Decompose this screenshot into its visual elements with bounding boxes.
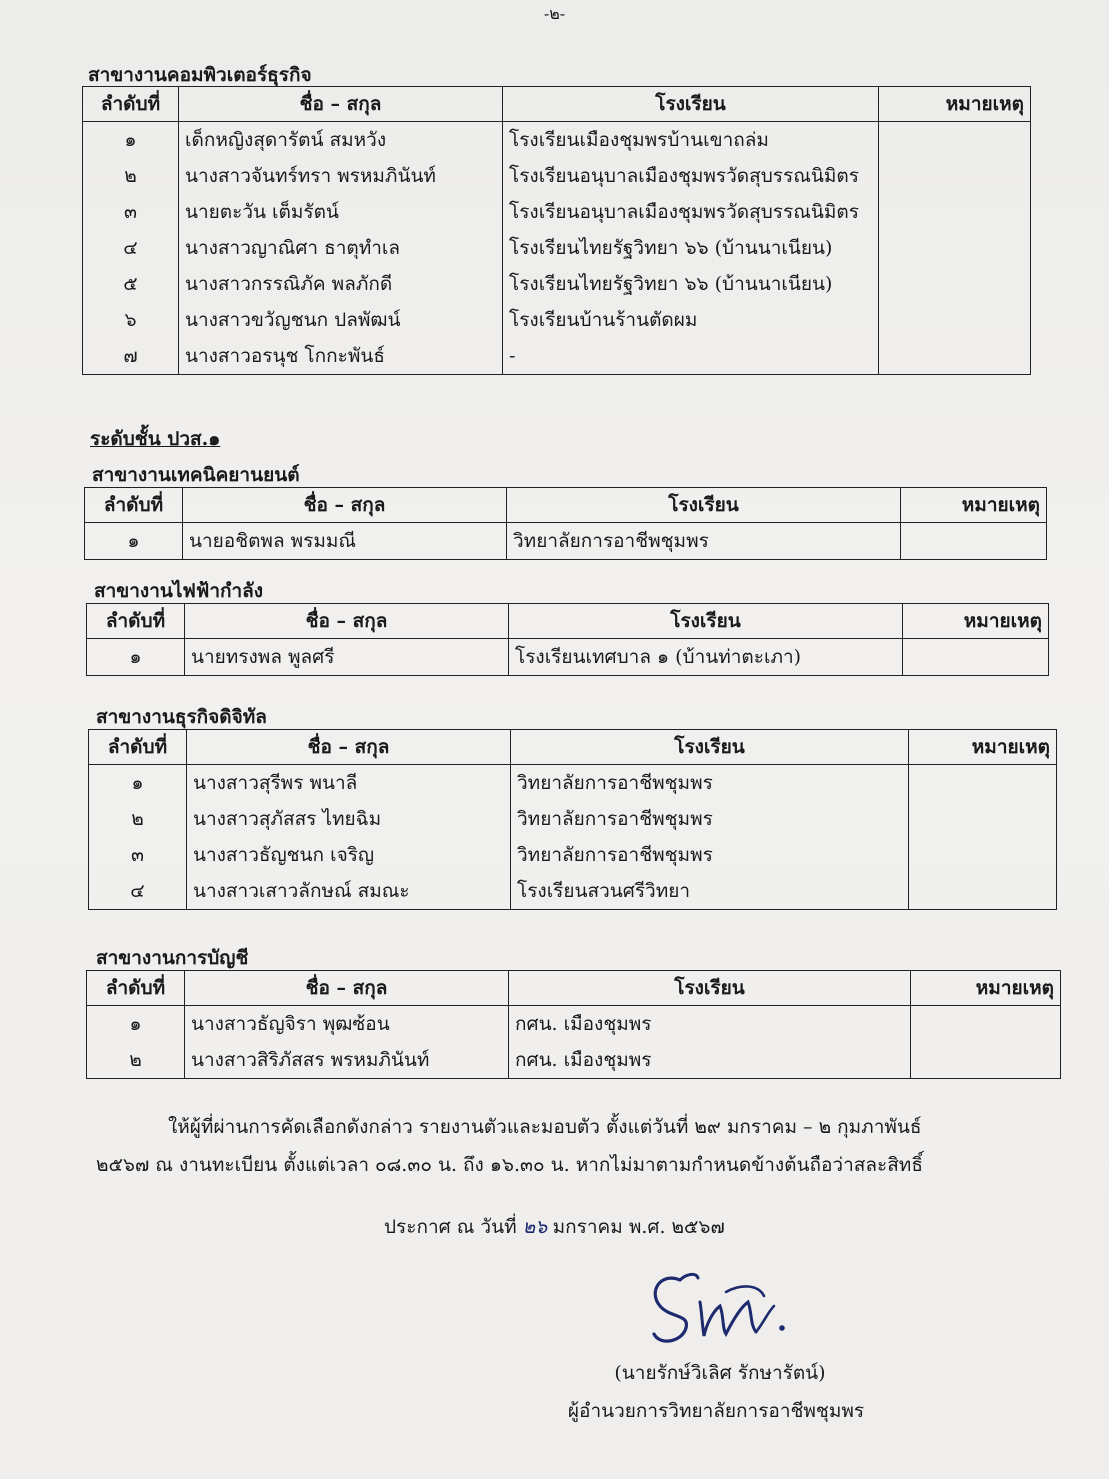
row-no: ๒ xyxy=(83,158,179,194)
column-header-remark: หมายเหตุ xyxy=(911,971,1061,1006)
table-row xyxy=(83,338,1031,375)
table-row xyxy=(83,122,1031,159)
row-name: นางสาวธัญชนก เจริญ xyxy=(187,837,511,873)
page-number: -๒- xyxy=(543,4,566,23)
row-name: นางสาวอรนุช โกกะพันธ์ xyxy=(179,338,503,375)
table-accounting xyxy=(86,970,1061,1079)
row-name: นางสาวธัญจิรา พุฒซ้อน xyxy=(185,1006,509,1043)
row-no: ๔ xyxy=(83,230,179,266)
signatory-name: (นายรักษ์วิเลิศ รักษารัตน์) xyxy=(614,1362,826,1384)
row-remark xyxy=(909,837,1057,873)
row-remark xyxy=(879,122,1031,159)
row-no: ๔ xyxy=(89,873,187,910)
table-row xyxy=(87,1042,1061,1079)
table-header-row xyxy=(87,971,1061,1006)
notice-paragraph xyxy=(96,1108,1036,1184)
row-name: นางสาวกรรณิภัค พลภักดี xyxy=(179,266,503,302)
row-school: โรงเรียนไทยรัฐวิทยา ๖๖ (บ้านนาเนียน) xyxy=(503,266,879,302)
row-name: นายทรงพล พูลศรี xyxy=(185,639,509,676)
signature-image xyxy=(640,1262,800,1352)
row-school: โรงเรียนบ้านร้านตัดผม xyxy=(503,302,879,338)
row-no: ๑ xyxy=(87,639,185,676)
row-name: นางสาวขวัญชนก ปลพัฒน์ xyxy=(179,302,503,338)
section-title-automotive: สาขางานเทคนิคยานยนต์ xyxy=(92,464,300,486)
section-title-accounting: สาขางานการบัญชี xyxy=(96,947,249,969)
row-name: นางสาวจันทร์ทรา พรหมภินันท์ xyxy=(179,158,503,194)
row-school: วิทยาลัยการอาชีพชุมพร xyxy=(511,837,909,873)
row-name: นางสาวสิริภัสสร พรหมภินันท์ xyxy=(185,1042,509,1079)
announcement-prefix: ประกาศ ณ วันที่ xyxy=(384,1216,517,1238)
row-school: กศน. เมืองชุมพร xyxy=(509,1042,911,1079)
row-name: เด็กหญิงสุดารัตน์ สมหวัง xyxy=(179,122,503,159)
section-title-electrical-power: สาขางานไฟฟ้ากำลัง xyxy=(94,580,264,602)
row-school: วิทยาลัยการอาชีพชุมพร xyxy=(511,801,909,837)
table-row xyxy=(83,230,1031,266)
column-header-name: ชื่อ – สกุล xyxy=(185,971,509,1006)
table-digital-business xyxy=(88,729,1057,910)
column-header-remark: หมายเหตุ xyxy=(903,604,1049,639)
row-name: นายตะวัน เต็มรัตน์ xyxy=(179,194,503,230)
table-business-computer xyxy=(82,86,1031,375)
row-remark xyxy=(911,1042,1061,1079)
section-title-digital-business: สาขางานธุรกิจดิจิทัล xyxy=(96,706,267,728)
row-no: ๗ xyxy=(83,338,179,375)
column-header-no: ลำดับที่ xyxy=(87,971,185,1006)
column-header-remark: หมายเหตุ xyxy=(909,730,1057,765)
column-header-no: ลำดับที่ xyxy=(87,604,185,639)
row-no: ๓ xyxy=(83,194,179,230)
row-name: นายอชิตพล พรมมณี xyxy=(183,523,507,560)
table-row xyxy=(89,801,1057,837)
table-row xyxy=(83,302,1031,338)
table-row xyxy=(83,194,1031,230)
table-header-row xyxy=(87,604,1049,639)
row-no: ๑ xyxy=(85,523,183,560)
table-electrical-power xyxy=(86,603,1049,676)
row-school: โรงเรียนอนุบาลเมืองชุมพรวัดสุบรรณนิมิตร xyxy=(503,158,879,194)
announcement-day: ๒๖ xyxy=(522,1216,548,1238)
table-row xyxy=(89,765,1057,802)
column-header-school: โรงเรียน xyxy=(511,730,909,765)
column-header-remark: หมายเหตุ xyxy=(901,488,1047,523)
column-header-name: ชื่อ – สกุล xyxy=(187,730,511,765)
row-school: วิทยาลัยการอาชีพชุมพร xyxy=(507,523,901,560)
row-name: นางสาวญาณิศา ธาตุทำเล xyxy=(179,230,503,266)
column-header-no: ลำดับที่ xyxy=(89,730,187,765)
row-school: โรงเรียนอนุบาลเมืองชุมพรวัดสุบรรณนิมิตร xyxy=(503,194,879,230)
table-row xyxy=(87,1006,1061,1043)
row-no: ๓ xyxy=(89,837,187,873)
column-header-school: โรงเรียน xyxy=(503,87,879,122)
row-no: ๒ xyxy=(89,801,187,837)
section-title-business-computer: สาขางานคอมพิวเตอร์ธุรกิจ xyxy=(88,64,312,86)
announcement-suffix: มกราคม พ.ศ. ๒๕๖๗ xyxy=(552,1216,725,1238)
row-remark xyxy=(909,873,1057,910)
row-no: ๑ xyxy=(87,1006,185,1043)
row-school: โรงเรียนเทศบาล ๑ (บ้านท่าตะเภา) xyxy=(509,639,903,676)
row-school: โรงเรียนเมืองชุมพรบ้านเขาถล่ม xyxy=(503,122,879,159)
row-remark xyxy=(903,639,1049,676)
row-no: ๕ xyxy=(83,266,179,302)
table-row xyxy=(83,158,1031,194)
column-header-school: โรงเรียน xyxy=(507,488,901,523)
row-remark xyxy=(879,266,1031,302)
row-remark xyxy=(901,523,1047,560)
row-school: - xyxy=(503,338,879,375)
table-row xyxy=(89,837,1057,873)
row-no: ๖ xyxy=(83,302,179,338)
row-remark xyxy=(911,1006,1061,1043)
column-header-no: ลำดับที่ xyxy=(85,488,183,523)
row-remark xyxy=(879,230,1031,266)
column-header-name: ชื่อ – สกุล xyxy=(185,604,509,639)
row-remark xyxy=(879,302,1031,338)
column-header-school: โรงเรียน xyxy=(509,971,911,1006)
column-header-name: ชื่อ – สกุล xyxy=(179,87,503,122)
table-header-row xyxy=(83,87,1031,122)
table-automotive xyxy=(84,487,1047,560)
notice-line-2: ๒๕๖๗ ณ งานทะเบียน ตั้งแต่เวลา ๐๘.๓๐ น. ถึง ๑๖.๓๐ น. หากไม่มาตามกำหนดข้างต้นถือว่าสละสิทธิ์ xyxy=(96,1154,923,1176)
table-header-row xyxy=(85,488,1047,523)
row-no: ๒ xyxy=(87,1042,185,1079)
row-school: วิทยาลัยการอาชีพชุมพร xyxy=(511,765,909,802)
row-school: กศน. เมืองชุมพร xyxy=(509,1006,911,1043)
column-header-remark: หมายเหตุ xyxy=(879,87,1031,122)
table-header-row xyxy=(89,730,1057,765)
table-row xyxy=(85,523,1047,560)
table-row xyxy=(83,266,1031,302)
row-name: นางสาวเสาวลักษณ์ สมณะ xyxy=(187,873,511,910)
table-row xyxy=(89,873,1057,910)
row-school: โรงเรียนไทยรัฐวิทยา ๖๖ (บ้านนาเนียน) xyxy=(503,230,879,266)
column-header-name: ชื่อ – สกุล xyxy=(183,488,507,523)
level-header: ระดับชั้น ปวส.๑ xyxy=(90,428,221,450)
notice-line-1: ให้ผู้ที่ผ่านการคัดเลือกดังกล่าว รายงานตัวและมอบตัว ตั้งแต่วันที่ ๒๙ มกราคม – ๒ กุมภาพันธ์ xyxy=(168,1116,922,1138)
row-remark xyxy=(909,765,1057,802)
row-school: โรงเรียนสวนศรีวิทยา xyxy=(511,873,909,910)
column-header-school: โรงเรียน xyxy=(509,604,903,639)
signatory-position: ผู้อำนวยการวิทยาลัยการอาชีพชุมพร xyxy=(567,1400,865,1422)
row-name: นางสาวสุภัสสร ไทยฉิม xyxy=(187,801,511,837)
column-header-no: ลำดับที่ xyxy=(83,87,179,122)
table-row xyxy=(87,639,1049,676)
row-remark xyxy=(879,338,1031,375)
row-remark xyxy=(879,194,1031,230)
row-remark xyxy=(879,158,1031,194)
row-name: นางสาวสุรีพร พนาลี xyxy=(187,765,511,802)
row-no: ๑ xyxy=(83,122,179,159)
row-remark xyxy=(909,801,1057,837)
row-no: ๑ xyxy=(89,765,187,802)
announcement-date xyxy=(384,1212,725,1242)
